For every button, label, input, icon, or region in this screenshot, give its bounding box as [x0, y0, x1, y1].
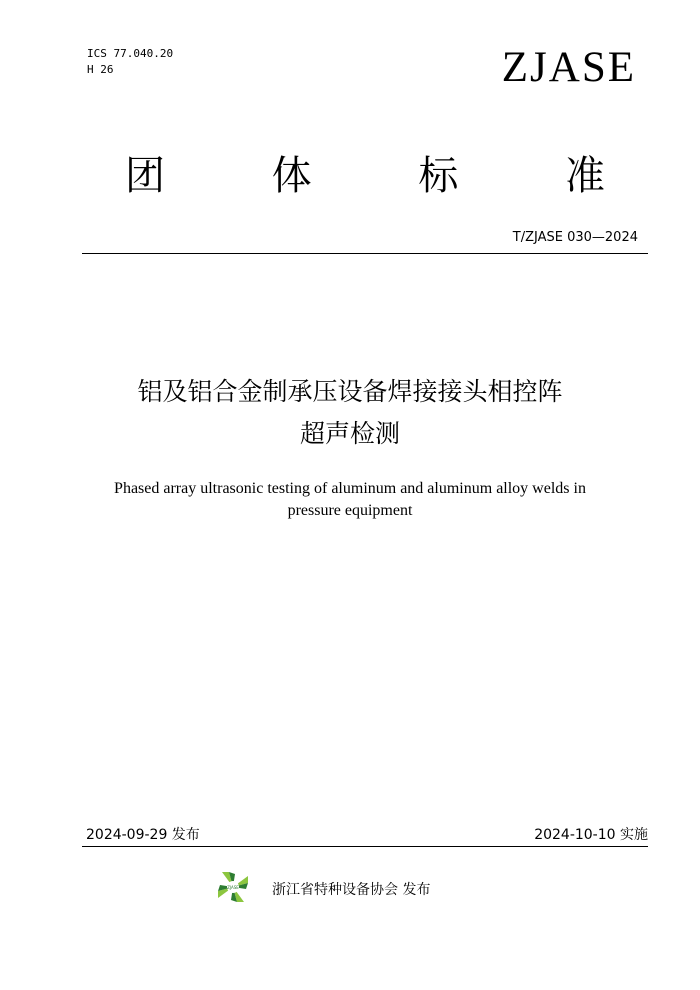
title-en-line1: Phased array ultrasonic testing of aluminum and aluminum alloy welds in [114, 480, 586, 497]
standard-type-heading [100, 152, 630, 200]
standard-type-char: 准 [564, 153, 605, 199]
standard-type-char: 团 [125, 153, 165, 199]
zjase-pinwheel-logo-icon [216, 870, 250, 904]
standard-type-char: 体 [271, 153, 312, 199]
bottom-divider [82, 846, 648, 847]
implementation-date: 2024-10-10 实施 [534, 827, 648, 843]
title-en-line2: pressure equipment [287, 502, 413, 519]
standard-type-char: 标 [418, 153, 459, 199]
title-cn-line2: 超声检测 [299, 419, 400, 448]
ics-code: ICS 77.040.20 [87, 47, 174, 60]
classification-codes [87, 46, 173, 78]
publisher-name: 浙江省特种设备协会 发布 [272, 882, 431, 898]
ccs-code: H 26 [87, 63, 114, 76]
logo-text: ZJASE [227, 885, 239, 890]
brand-wordmark: ZJASE [501, 44, 636, 91]
title-en [80, 478, 620, 522]
standard-code: T/ZJASE 030—2024 [512, 230, 638, 245]
title-cn-line1: 铝及铝合金制承压设备焊接接头相控阵 [137, 377, 563, 406]
top-divider [82, 253, 648, 254]
issue-date: 2024-09-29 发布 [86, 827, 200, 843]
